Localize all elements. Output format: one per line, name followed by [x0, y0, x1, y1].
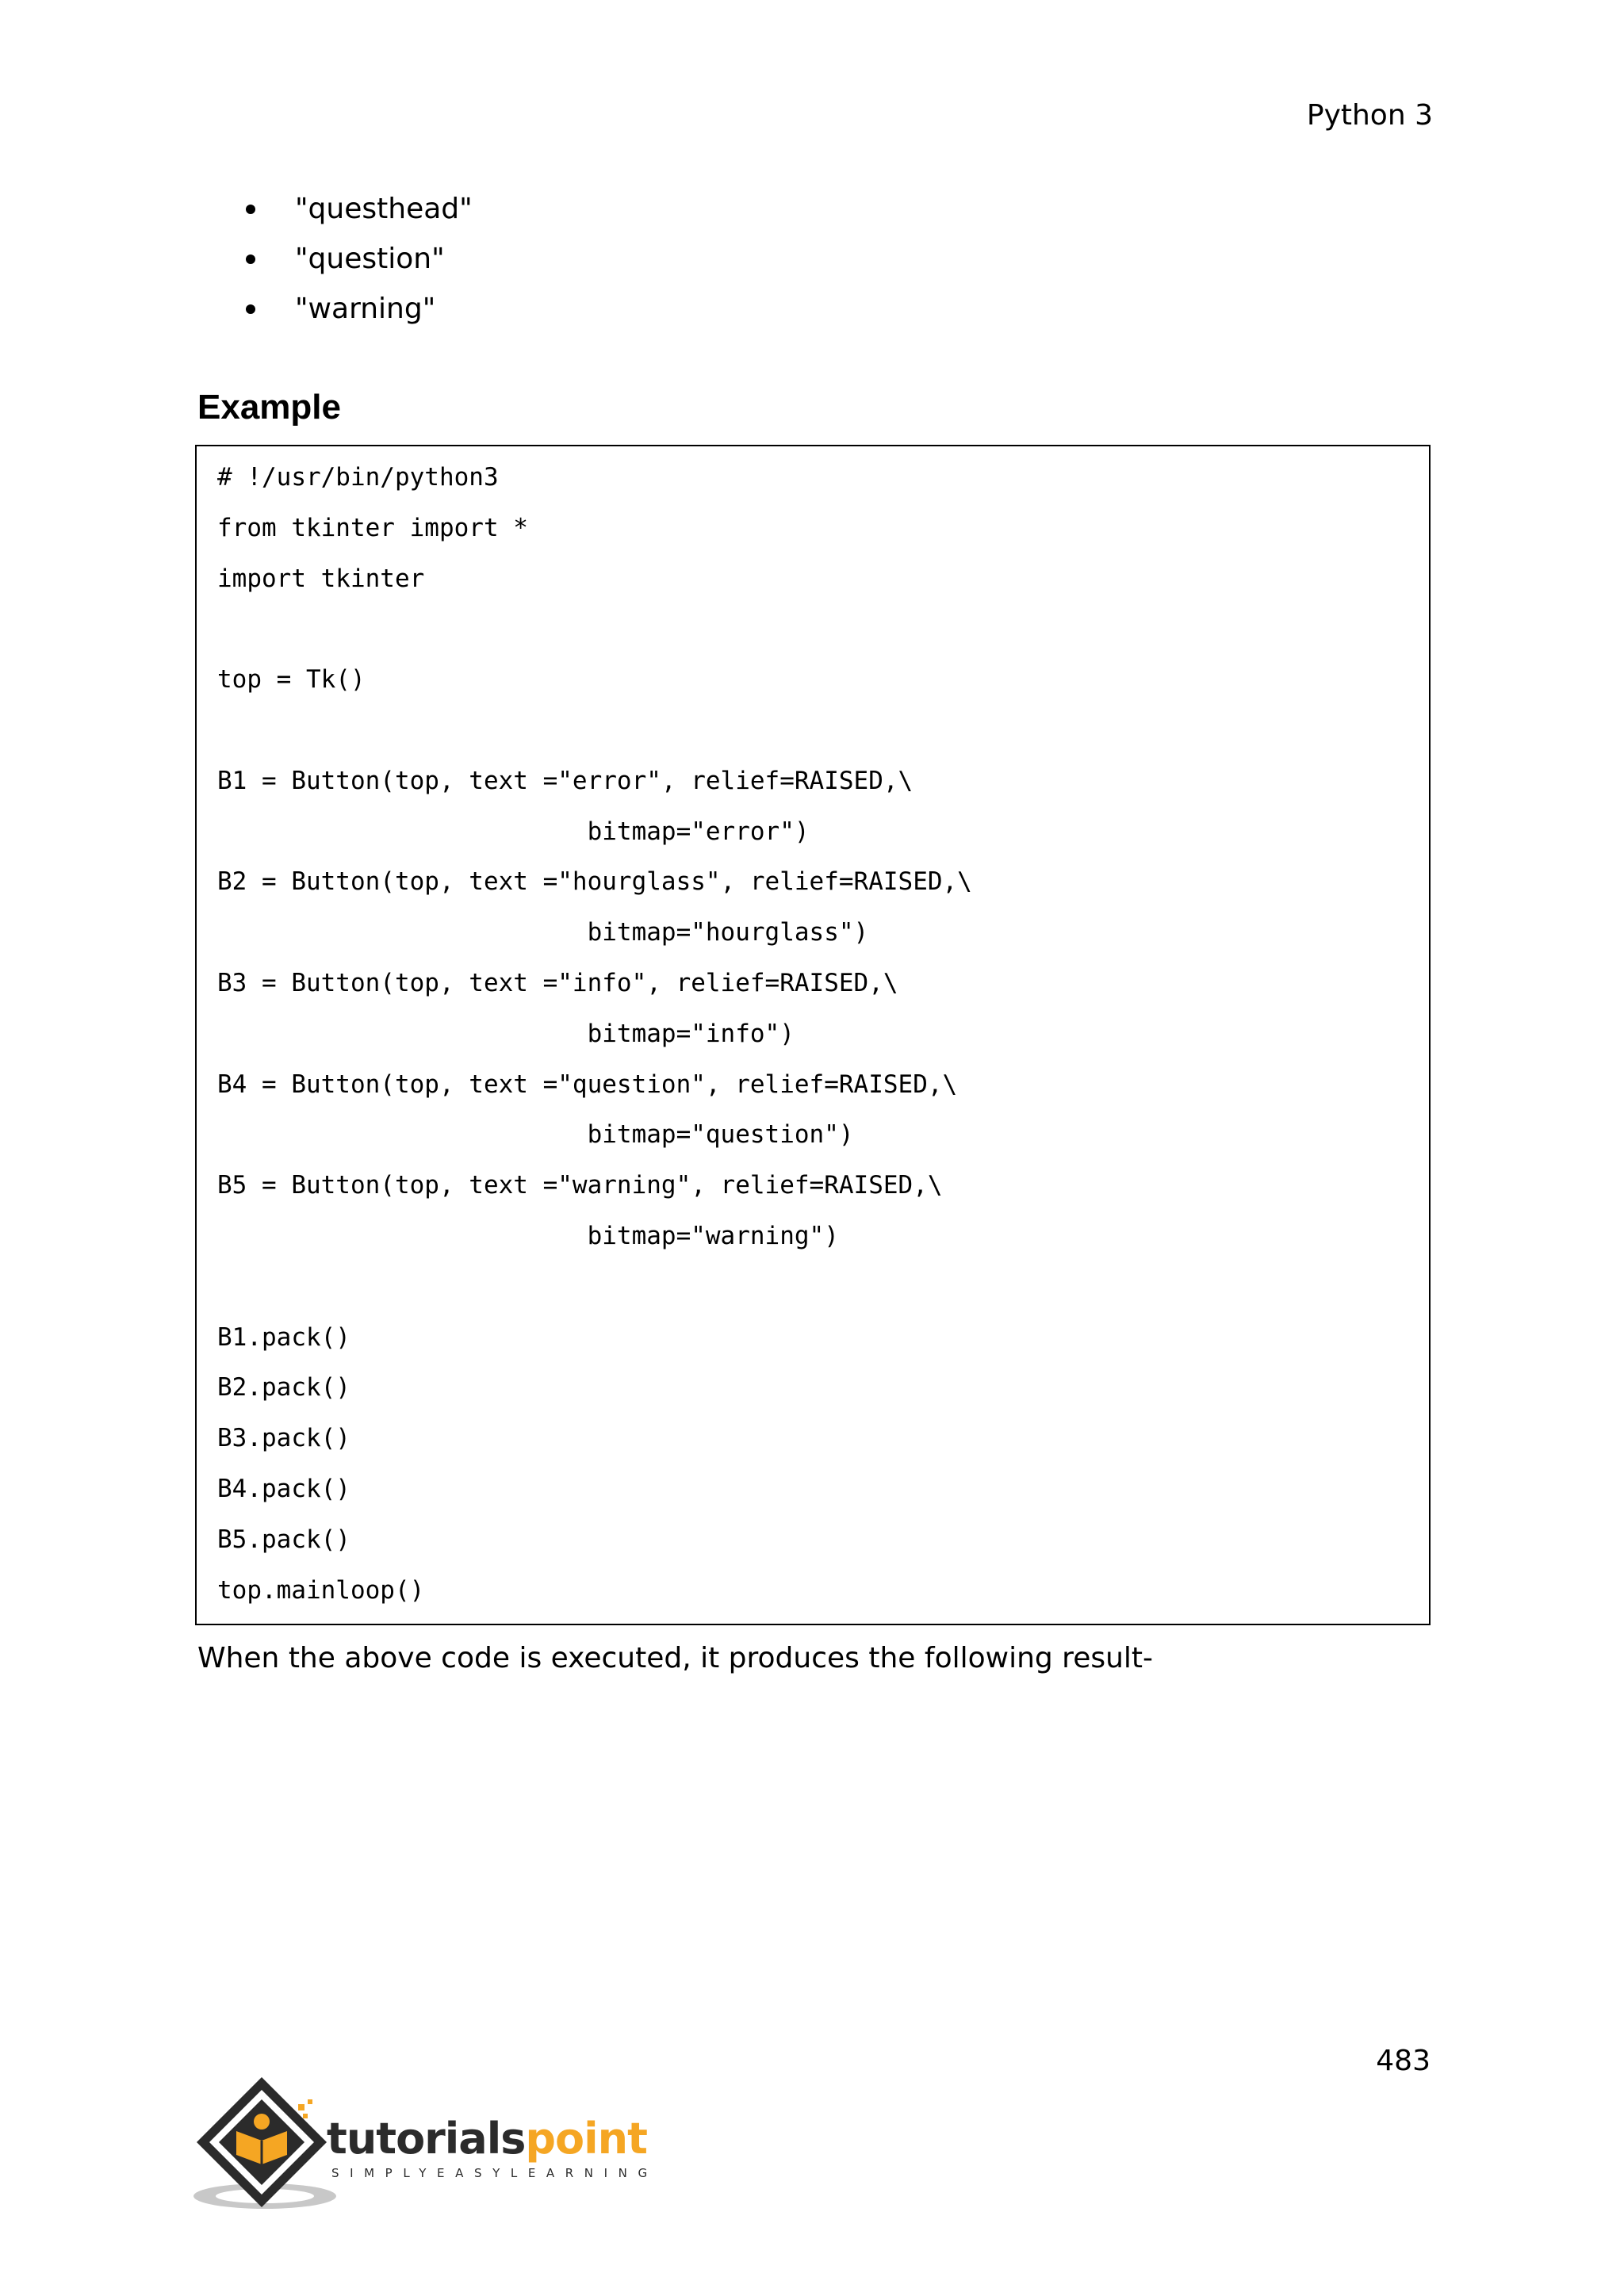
page-number: 483 — [1376, 2045, 1431, 2077]
code-lines — [217, 457, 972, 1621]
code-line: B2 = Button(top, text ="hourglass", relief=RAISED,\ — [217, 867, 972, 897]
logo-tagline: SIMPLYEASYLEARNING — [331, 2166, 652, 2180]
code-line: top = Tk() — [217, 665, 366, 695]
code-line — [217, 609, 972, 660]
list-item-text: "question" — [295, 243, 445, 275]
code-block — [195, 445, 1431, 1625]
code-line — [217, 710, 972, 761]
section-heading: Example — [197, 388, 341, 427]
list-item-text: "warning" — [295, 293, 436, 325]
code-line: import tkinter — [217, 564, 425, 593]
code-line: bitmap="info") — [217, 1019, 795, 1048]
code-line — [217, 1267, 972, 1318]
code-line: B3 = Button(top, text ="info", relief=RAISED,\ — [217, 968, 898, 997]
svg-text:tutorialspoint — [327, 2114, 647, 2164]
code-line: bitmap="question") — [217, 1120, 854, 1150]
list-item-text: "questhead" — [295, 193, 473, 225]
code-line: B1 = Button(top, text ="error", relief=RAISED,\ — [217, 766, 914, 795]
bullet-icon — [246, 254, 255, 264]
code-line: B3.pack() — [217, 1424, 350, 1453]
code-line: top.mainloop() — [217, 1575, 425, 1605]
code-line: bitmap="hourglass") — [217, 918, 869, 947]
code-line: B4.pack() — [217, 1474, 350, 1503]
bullet-icon — [246, 205, 255, 214]
code-line: B4 = Button(top, text ="question", relief=RAISED,\ — [217, 1070, 958, 1099]
logo-name-part2: point — [525, 2114, 647, 2164]
code-line: B2.pack() — [217, 1373, 350, 1402]
code-line: # !/usr/bin/python3 — [217, 463, 499, 492]
result-description: When the above code is executed, it produces the following result- — [197, 1642, 1154, 1674]
code-line: bitmap="warning") — [217, 1221, 839, 1250]
logo-name-part1: tutorials — [327, 2114, 526, 2164]
tutorialspoint-logo — [192, 2072, 652, 2212]
code-line: bitmap="error") — [217, 817, 810, 846]
code-line: B5 = Button(top, text ="warning", relief=RAISED,\ — [217, 1171, 943, 1200]
code-line: from tkinter import * — [217, 513, 528, 542]
code-line: B1.pack() — [217, 1322, 350, 1352]
tutorialspoint-logo-icon — [193, 2077, 336, 2209]
page-header-title: Python 3 — [1306, 99, 1433, 132]
code-line: B5.pack() — [217, 1525, 350, 1554]
bullet-icon — [246, 304, 255, 314]
